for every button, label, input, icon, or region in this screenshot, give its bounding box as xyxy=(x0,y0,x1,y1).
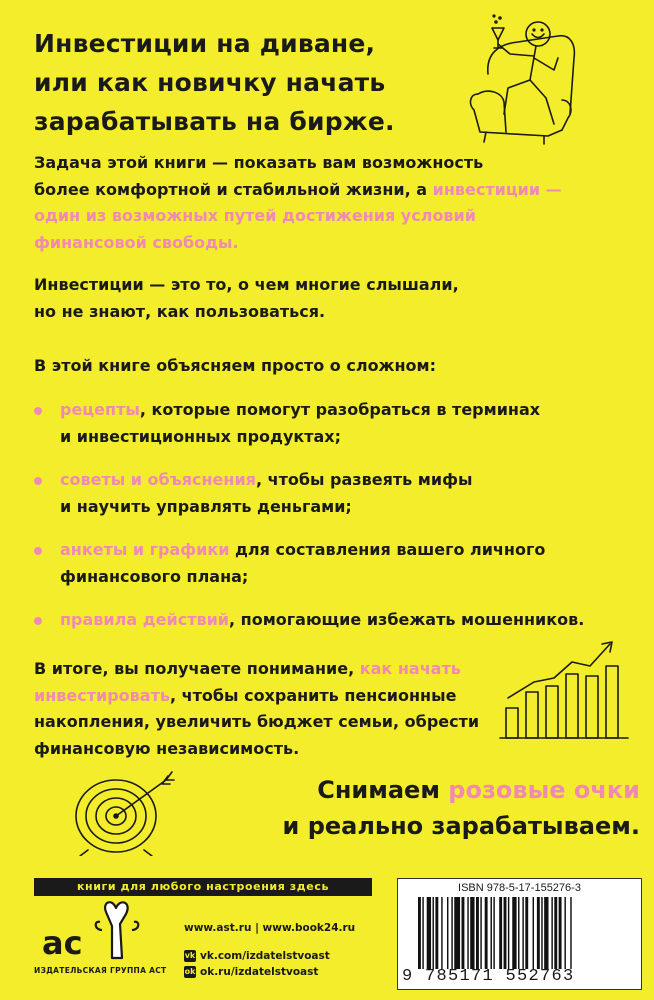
man-in-armchair-icon xyxy=(458,14,588,148)
text-span: , помогающие избежать мошенников. xyxy=(229,610,585,629)
highlight-span: инвестиции — xyxy=(432,179,562,199)
text-span: для составления вашего личного xyxy=(229,540,546,559)
vk-icon: vk xyxy=(184,951,196,960)
barcode-bar xyxy=(518,897,519,969)
logo-text: ac xyxy=(42,924,83,962)
bullet-dot xyxy=(34,617,42,625)
barcode-bar xyxy=(467,897,468,969)
text-line xyxy=(60,607,630,634)
barcode-bar xyxy=(451,897,452,969)
conclusion-paragraph xyxy=(34,656,494,762)
text-line: накопления, увеличить бюджет семьи, обрести xyxy=(34,712,480,731)
barcode-bar xyxy=(525,897,528,969)
barcode-bar xyxy=(480,897,481,969)
bullet-dot xyxy=(34,407,42,415)
barcode-bar xyxy=(427,897,431,969)
barcode-bar xyxy=(491,897,492,969)
barcode-bar xyxy=(541,897,542,969)
barcode-bar xyxy=(470,897,474,969)
publisher-logo xyxy=(40,900,140,970)
text-line: и научить управлять деньгами; xyxy=(60,496,352,516)
paragraph-two xyxy=(34,272,634,325)
highlight-line: финансовой свободы. xyxy=(34,232,239,252)
bullet-item xyxy=(60,607,630,634)
barcode-bar xyxy=(435,897,438,969)
text-line xyxy=(34,656,494,683)
vk-url[interactable]: vk.com/izdatelstvoast xyxy=(200,950,330,962)
barcode-bar xyxy=(454,897,460,969)
barcode-bar xyxy=(441,897,442,969)
bullet-item xyxy=(60,397,630,450)
text-span: , которые помогут разобраться в терминах xyxy=(139,400,541,419)
text-span: , чтобы развеять мифы xyxy=(255,470,473,489)
highlight-span: розовые очки xyxy=(448,776,640,804)
vk-link[interactable] xyxy=(184,950,330,962)
ok-icon: ok xyxy=(184,967,196,976)
barcode-bar xyxy=(485,897,488,969)
text-span: более комфортной и стабильной жизни, а xyxy=(34,179,433,199)
website-links[interactable]: www.ast.ru | www.book24.ru xyxy=(184,922,356,934)
barcode-bar xyxy=(533,897,534,969)
ean-number: 9 785171 552763 xyxy=(402,967,575,986)
text-line xyxy=(34,683,494,710)
bullet-item xyxy=(60,467,630,520)
text-span: Снимаем xyxy=(317,776,449,804)
barcode-icon xyxy=(416,897,624,969)
text-line: и инвестиционных продуктах; xyxy=(60,426,342,446)
highlight-span: правила действий xyxy=(60,610,230,629)
barcode-bar xyxy=(422,897,423,969)
intro-paragraph xyxy=(34,150,634,256)
title-line: Инвестиции на диване, xyxy=(34,29,376,58)
ok-link[interactable] xyxy=(184,966,318,978)
book-title xyxy=(34,24,454,141)
barcode-bar xyxy=(476,897,479,969)
barcode-bar xyxy=(508,897,509,969)
barcode-bar xyxy=(433,897,434,969)
barcode-bar xyxy=(522,897,523,969)
slogan-line xyxy=(240,772,640,808)
text-span: , чтобы сохранить пенсионные xyxy=(169,685,457,705)
growth-chart-icon xyxy=(494,636,634,746)
highlight-line: один из возможных путей достижения условий xyxy=(34,206,476,225)
barcode-bar xyxy=(418,897,421,969)
isbn-label: ISBN 978-5-17-155276-3 xyxy=(458,882,581,894)
title-line: или как новичку начать xyxy=(34,68,386,97)
barcode-bar xyxy=(551,897,552,969)
ok-url[interactable]: ok.ru/izdatelstvoast xyxy=(200,966,319,978)
barcode-bar xyxy=(537,897,540,969)
isbn-barcode-box xyxy=(397,878,642,990)
barcode-bar xyxy=(570,897,571,969)
slogan-line: и реально зарабатываем. xyxy=(282,812,640,840)
tagline-strip: книги для любого настроения здесь xyxy=(34,878,372,896)
barcode-bar xyxy=(554,897,557,969)
paragraph-three: В этой книге объясняем просто о сложном: xyxy=(34,356,436,375)
title-line: зарабатывать на бирже. xyxy=(34,107,395,136)
text-line xyxy=(34,177,634,204)
barcode-bar xyxy=(512,897,516,969)
bullet-item xyxy=(60,537,630,590)
highlight-span: советы и объяснения xyxy=(60,470,256,489)
highlight-span: как начать xyxy=(359,659,461,678)
barcode-bar xyxy=(493,897,494,969)
text-line xyxy=(60,397,630,424)
barcode-bar xyxy=(504,897,507,969)
publisher-name: ИЗДАТЕЛЬСКАЯ ГРУППА АСТ xyxy=(34,966,167,975)
bullet-dot xyxy=(34,547,42,555)
barcode-bar xyxy=(447,897,448,969)
barcode-bar xyxy=(462,897,465,969)
text-line xyxy=(60,537,630,564)
text-line: финансовую независимость. xyxy=(34,738,300,758)
text-line: Задача этой книги — показать вам возможность xyxy=(34,153,484,172)
highlight-span: рецепты xyxy=(60,400,140,419)
bullet-dot xyxy=(34,477,42,485)
highlight-span: инвестировать xyxy=(34,685,170,705)
barcode-bar xyxy=(559,897,562,969)
barcode-bar xyxy=(544,897,548,969)
text-line: Инвестиции — это то, о чем многие слышали, xyxy=(34,275,459,294)
target-arrow-icon xyxy=(70,766,180,856)
highlight-span: анкеты и графики xyxy=(60,540,230,559)
slogan xyxy=(240,772,640,844)
text-line: финансового плана; xyxy=(60,566,249,586)
text-line xyxy=(60,467,630,494)
text-span: В итоге, вы получаете понимание, xyxy=(34,659,360,678)
barcode-bar xyxy=(564,897,565,969)
text-line: но не знают, как пользоваться. xyxy=(34,301,326,321)
barcode-bar xyxy=(499,897,502,969)
